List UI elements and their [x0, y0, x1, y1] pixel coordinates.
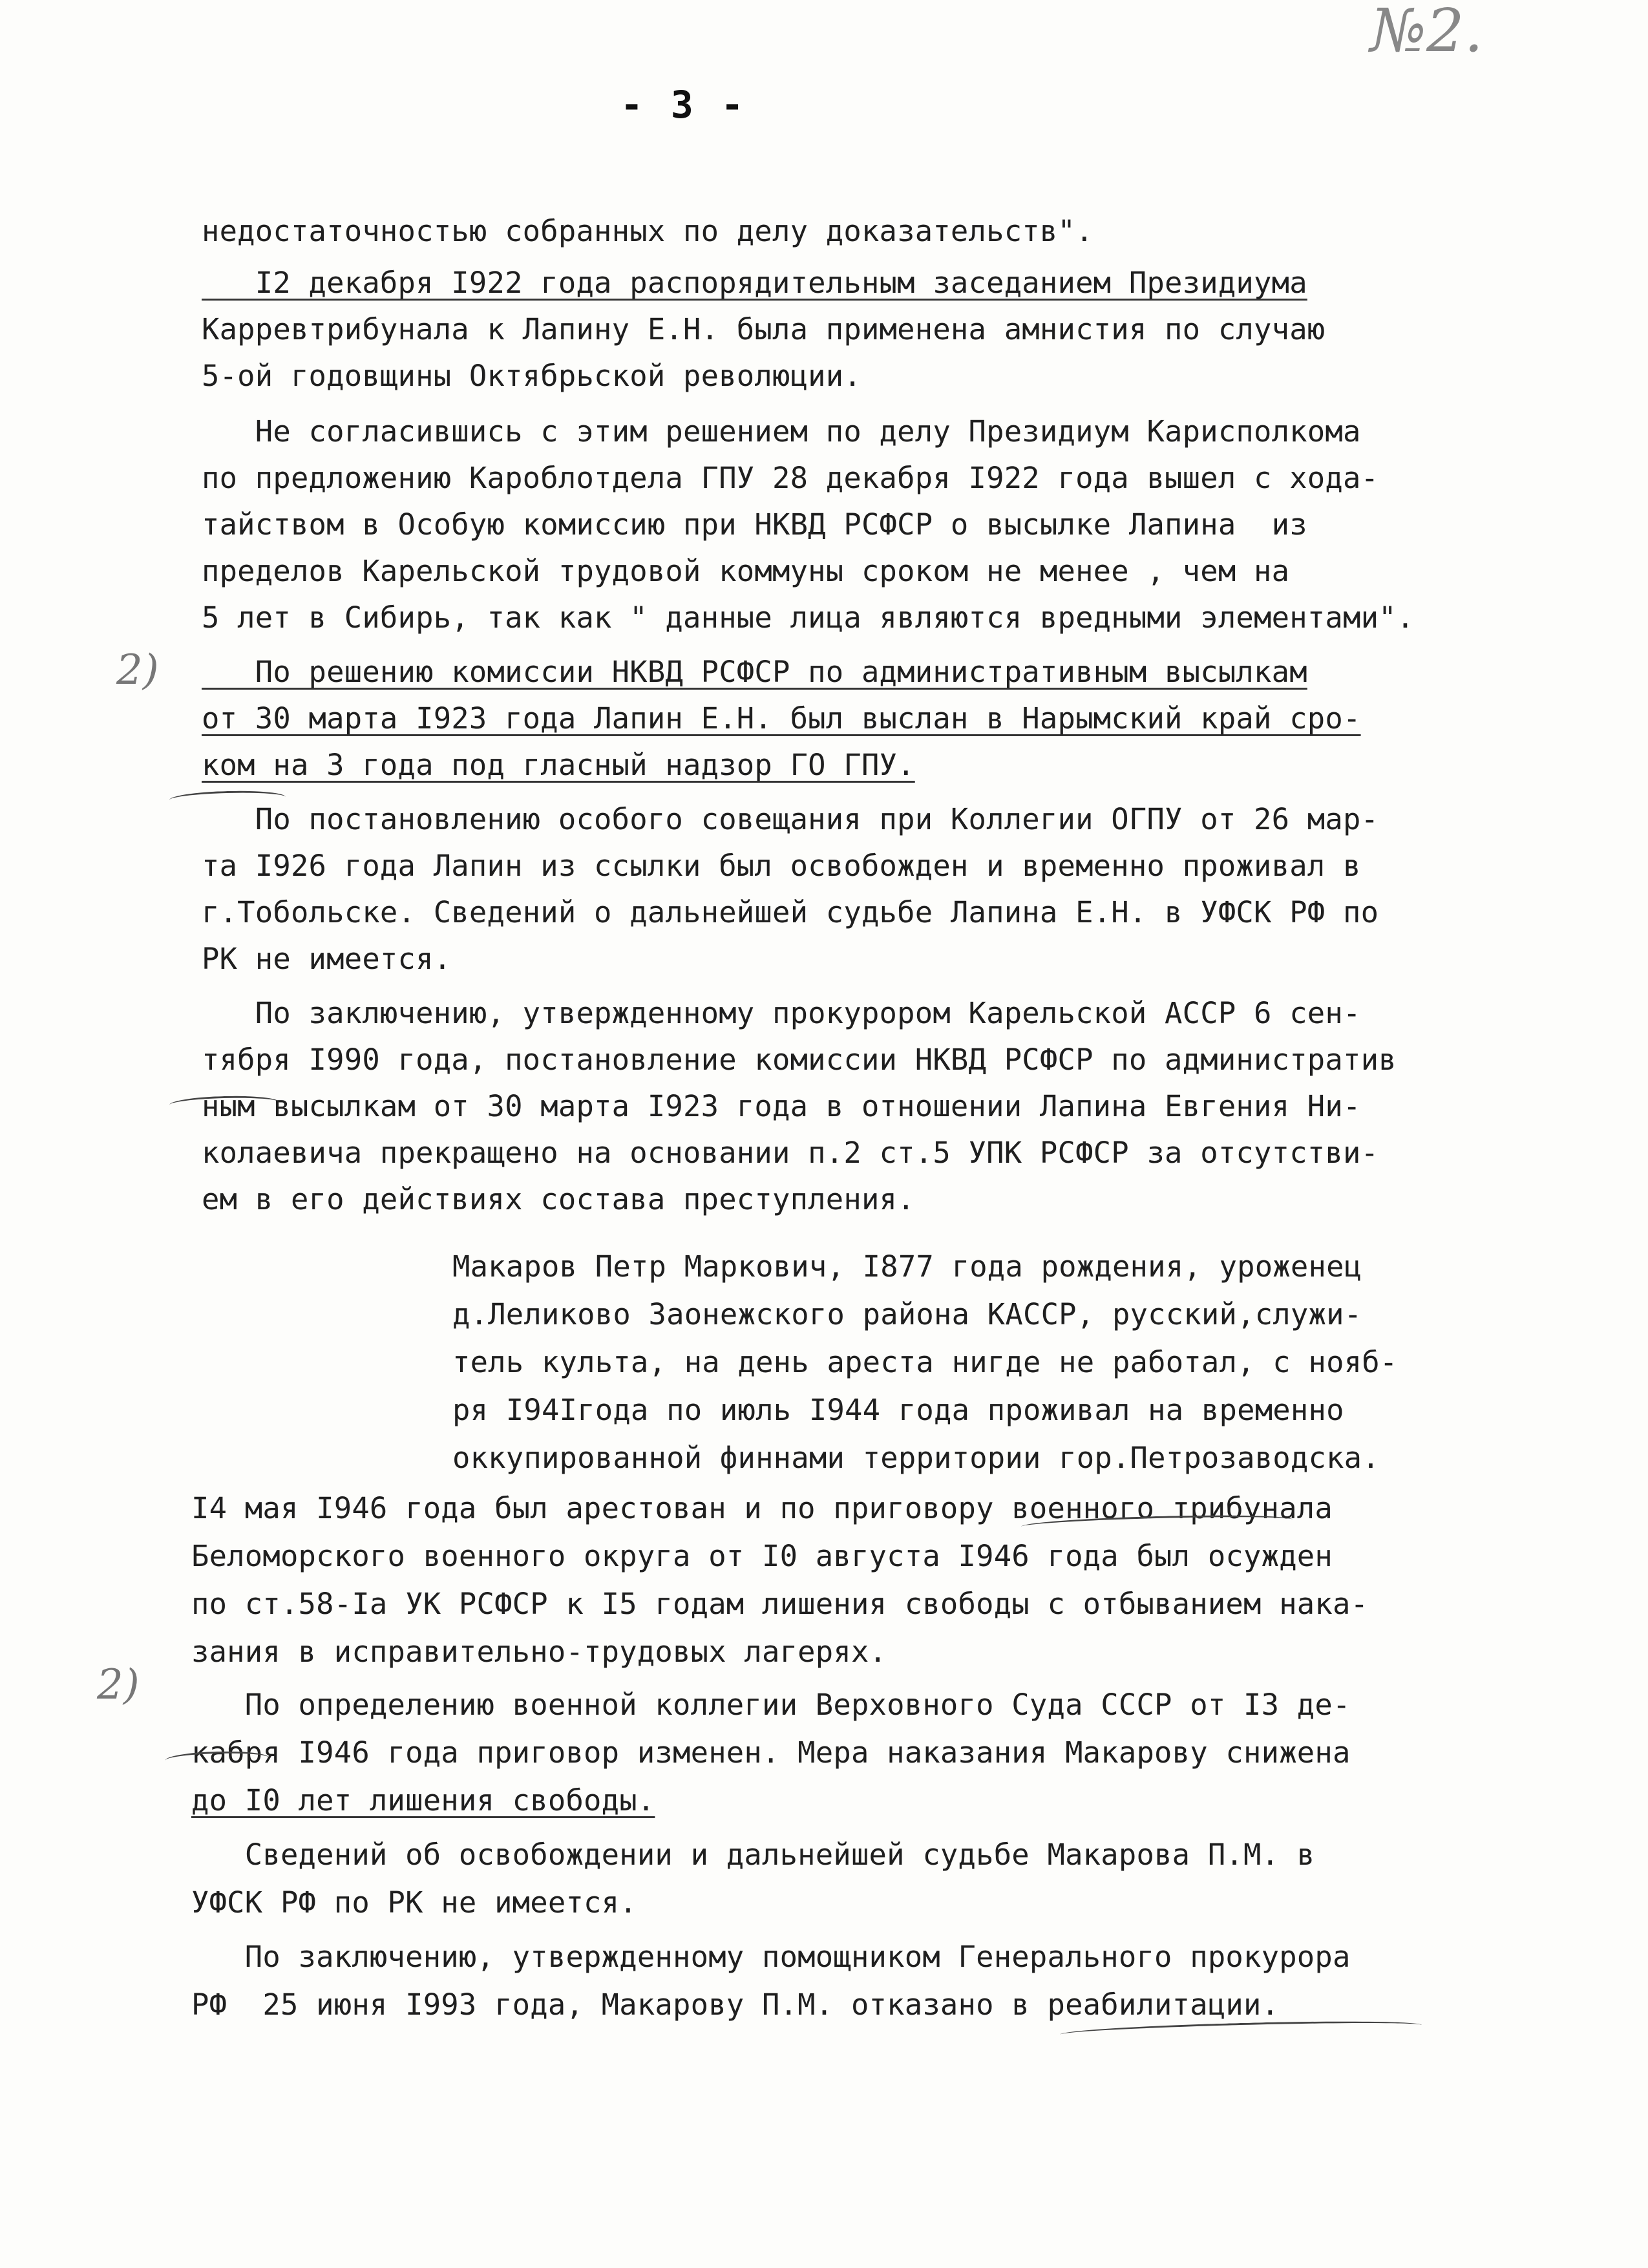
text-line: от 30 марта I923 года Лапин Е.Н. был выслан в Нарымский край сро- — [202, 701, 1361, 736]
text-line: по предложению Кароблотдела ГПУ 28 декабря I922 года вышел с хода- — [202, 461, 1379, 495]
text-line: тября I990 года, постановление комиссии НКВД РСФСР по административ — [202, 1043, 1397, 1077]
text-line: По заключению, утвержденному помощником Генерального прокурора — [191, 1940, 1351, 1974]
text-line: ком на 3 года под гласный надзор ГО ГПУ. — [202, 748, 915, 782]
text-line: По определению военной коллегии Верховного Суда СССР от I3 де- — [191, 1688, 1351, 1722]
text-line: По постановлению особого совещания при Коллегии ОГПУ от 26 мар- — [202, 802, 1379, 836]
text-line: Беломорского военного округа от I0 августа I946 года был осужден — [191, 1539, 1333, 1573]
text-line: Сведений об освобождении и дальнейшей судьбе Макарова П.М. в — [191, 1838, 1315, 1872]
margin-note-2: 2) — [97, 1661, 140, 1709]
text-line: 5 лет в Сибирь, так как " данные лица являются вредными элементами". — [202, 600, 1415, 635]
text-line: Карревтрибунала к Лапину Е.Н. была применена амнистия по случаю — [202, 312, 1326, 346]
page-number: - 3 - — [620, 83, 746, 127]
text-line: I2 декабря I922 года распорядительным заседанием Президиума — [202, 266, 1307, 300]
text-line: оккупированной финнами территории гор.Петрозаводска. — [452, 1441, 1380, 1475]
text-line: г.Тобольске. Сведений о дальнейшей судьбе Лапина Е.Н. в УФСК РФ по — [202, 895, 1379, 929]
text-line: 5-ой годовщины Октябрьской революции. — [202, 359, 861, 393]
text-line: РК не имеется. — [202, 942, 452, 976]
margin-note-1: 2) — [116, 646, 159, 694]
text-line: недостаточностью собранных по делу доказательств". — [202, 214, 1093, 248]
text-line: I4 мая I946 года был арестован и по приговору военного трибунала — [191, 1491, 1333, 1525]
text-line: Не согласившись с этим решением по делу Президиум Карисполкома — [202, 414, 1361, 449]
text-line: д.Леликово Заонежского района КАССР, русский,служи- — [452, 1297, 1362, 1331]
text-line: По решению комиссии НКВД РСФСР по административным высылкам — [202, 655, 1307, 689]
text-line: та I926 года Лапин из ссылки был освобожден и временно проживал в — [202, 849, 1361, 883]
text-line: РФ 25 июня I993 года, Макарову П.М. отказано в реабилитации. — [191, 1987, 1280, 2022]
text-line: Макаров Петр Маркович, I877 года рождения, уроженец — [452, 1249, 1362, 1284]
text-line: пределов Карельской трудовой коммуны сроком не менее , чем на — [202, 554, 1290, 588]
text-line: тайством в Особую комиссию при НКВД РСФСР о высылке Лапина из — [202, 507, 1307, 542]
text-line: до I0 лет лишения свободы. — [191, 1783, 655, 1818]
text-line: кабря I946 года приговор изменен. Мера наказания Макарову снижена — [191, 1735, 1351, 1770]
text-line: по ст.58-Iа УК РСФСР к I5 годам лишения свободы с отбыванием нака- — [191, 1587, 1369, 1621]
text-line: зания в исправительно-трудовых лагерях. — [191, 1635, 887, 1669]
archive-number-note: №2. — [1370, 0, 1483, 65]
text-line: колаевича прекращено на основании п.2 ст.5 УПК РСФСР за отсутстви- — [202, 1136, 1379, 1170]
text-line: По заключению, утвержденному прокурором Карельской АССР 6 сен- — [202, 996, 1361, 1030]
text-line: ем в его действиях состава преступления. — [202, 1182, 915, 1216]
text-line: УФСК РФ по РК не имеется. — [191, 1885, 637, 1920]
text-line: тель культа, на день ареста нигде не работал, с нояб- — [452, 1345, 1398, 1379]
text-line: ным высылкам от 30 марта I923 года в отношении Лапина Евгения Ни- — [202, 1089, 1361, 1123]
text-line: ря I94Iгода по июль I944 года проживал на временно — [452, 1393, 1344, 1427]
